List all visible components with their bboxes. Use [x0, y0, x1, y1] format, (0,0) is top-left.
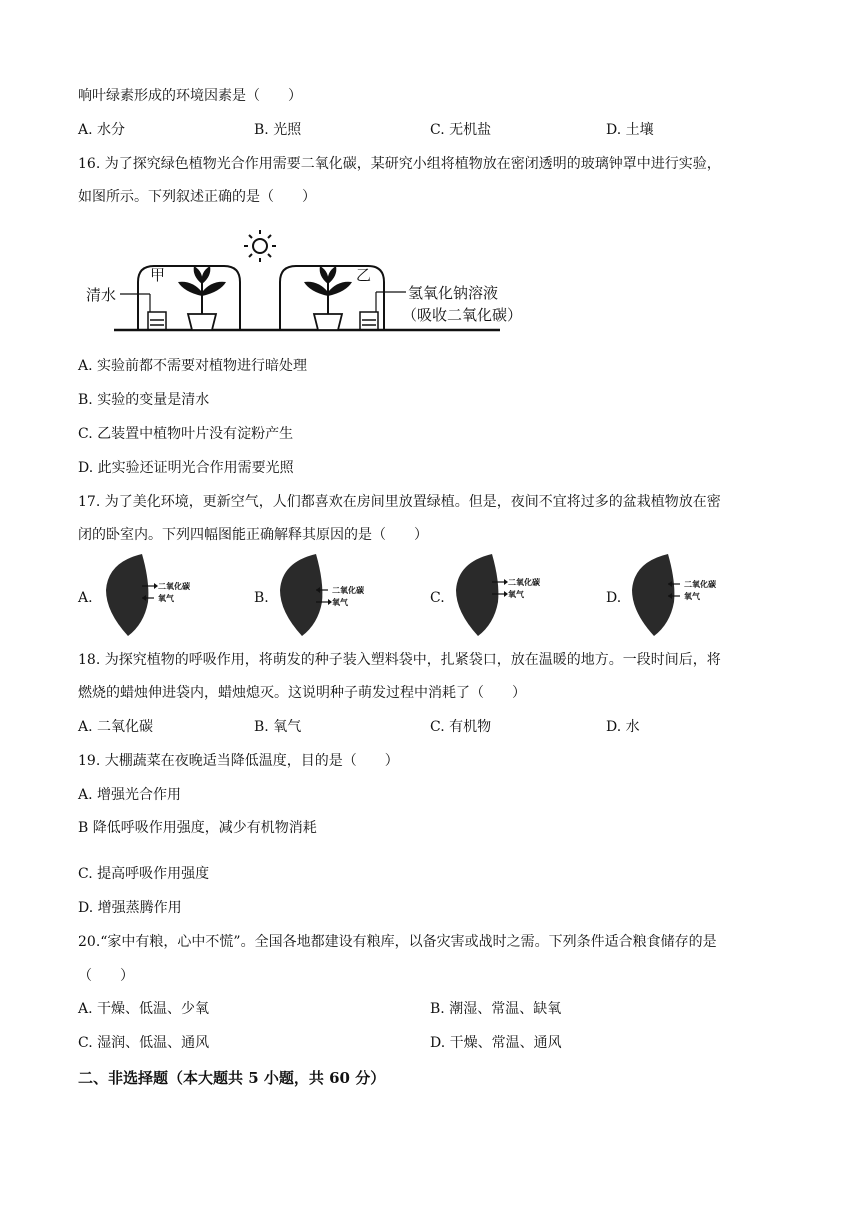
q17-option-c-letter: C.: [430, 590, 445, 606]
q17-option-b-letter: B.: [254, 590, 269, 606]
q16-option-b: B. 实验的变量是清水: [78, 392, 210, 408]
q15-option-a: A. 水分: [78, 122, 126, 138]
leaf-top-label: 二氧化碳: [158, 582, 190, 591]
leaf-icon: [106, 554, 148, 636]
label-naoh-note: （吸收二氧化碳）: [402, 306, 523, 324]
q19-option-a: A. 增强光合作用: [78, 787, 182, 803]
leaf-bottom-label: 氧气: [684, 592, 700, 601]
q16-experiment-figure: [80, 226, 540, 338]
q18-stem-line1: 18. 为探究植物的呼吸作用，将萌发的种子装入塑料袋中，扎紧袋口，放在温暖的地方。一段时间后，将: [78, 652, 721, 668]
q15-option-d: D. 土壤: [606, 122, 654, 138]
leaf-icon: [456, 554, 498, 636]
q18-option-b: B. 氧气: [254, 719, 302, 735]
q20-option-a: A. 干燥、低温、少氧: [78, 1001, 210, 1017]
q17-option-b-leaf-figure: [272, 552, 382, 638]
beaker-water: [148, 312, 166, 330]
leaf-bottom-label: 氧气: [508, 590, 524, 599]
q20-option-d: D. 干燥、常温、通风: [430, 1035, 562, 1051]
q17-option-d-leaf-figure: [624, 552, 734, 638]
q15-stem: 响叶绿素形成的环境因素是（ ）: [78, 88, 302, 104]
q19-option-b: B 降低呼吸作用强度，减少有机物消耗: [78, 820, 317, 836]
leaf-top-label: 二氧化碳: [508, 578, 540, 587]
q17-stem-line2: 闭的卧室内。下列四幅图能正确解释其原因的是（ ）: [78, 527, 428, 543]
q17-option-a-leaf-figure: [98, 552, 208, 638]
plant-yi-icon: [304, 266, 352, 330]
q15-option-c: C. 无机盐: [430, 122, 492, 138]
plant-jia-icon: [178, 266, 226, 330]
q17-option-d-letter: D.: [606, 590, 622, 606]
q20-stem-line1: 20.“家中有粮，心中不慌”。全国各地都建设有粮库，以备灾害或战时之需。下列条件适合粮食储存的是: [78, 934, 717, 950]
q18-option-d: D. 水: [606, 719, 640, 735]
label-naoh: 氢氧化钠溶液: [408, 284, 499, 302]
leaf-bottom-label: 氧气: [158, 594, 174, 603]
leaf-top-label: 二氧化碳: [332, 586, 364, 595]
q16-stem-line2: 如图所示。下列叙述正确的是（ ）: [78, 189, 316, 205]
q17-stem-line1: 17. 为了美化环境，更新空气，人们都喜欢在房间里放置绿植。但是，夜间不宜将过多的盆栽植物放在密: [78, 494, 721, 510]
q17-option-c-leaf-figure: [448, 552, 558, 638]
beaker-naoh: [360, 312, 378, 330]
q16-option-c: C. 乙装置中植物叶片没有淀粉产生: [78, 426, 294, 442]
q16-option-a: A. 实验前都不需要对植物进行暗处理: [78, 358, 308, 374]
q19-option-d: D. 增强蒸腾作用: [78, 900, 182, 916]
q18-option-a: A. 二氧化碳: [78, 719, 154, 735]
label-yi: 乙: [356, 266, 372, 284]
q20-stem-line2: （ ）: [78, 968, 134, 984]
q19-option-c: C. 提高呼吸作用强度: [78, 866, 210, 882]
q17-option-a-letter: A.: [78, 590, 93, 606]
leaf-icon: [632, 554, 674, 636]
leaf-bottom-label: 氧气: [332, 598, 348, 607]
q16-option-d: D. 此实验还证明光合作用需要光照: [78, 460, 294, 476]
q20-option-b: B. 潮湿、常温、缺氧: [430, 1001, 562, 1017]
q15-option-b: B. 光照: [254, 122, 302, 138]
q19-stem: 19. 大棚蔬菜在夜晚适当降低温度，目的是（ ）: [78, 753, 399, 769]
q18-stem-line2: 燃烧的蜡烛伸进袋内，蜡烛熄灭。这说明种子萌发过程中消耗了（ ）: [78, 685, 526, 701]
q18-option-c: C. 有机物: [430, 719, 492, 735]
leaf-top-label: 二氧化碳: [684, 580, 716, 589]
leaf-icon: [280, 554, 322, 636]
q20-option-c: C. 湿润、低温、通风: [78, 1035, 210, 1051]
sun-icon: [244, 230, 276, 262]
section-title: 二、非选择题（本大题共 5 小题，共 60 分）: [78, 1069, 386, 1087]
label-jia: 甲: [150, 266, 166, 284]
q16-stem-line1: 16. 为了探究绿色植物光合作用需要二氧化碳，某研究小组将植物放在密闭透明的玻璃钟罩中进行实验，: [78, 156, 721, 172]
label-water: 清水: [86, 286, 117, 304]
